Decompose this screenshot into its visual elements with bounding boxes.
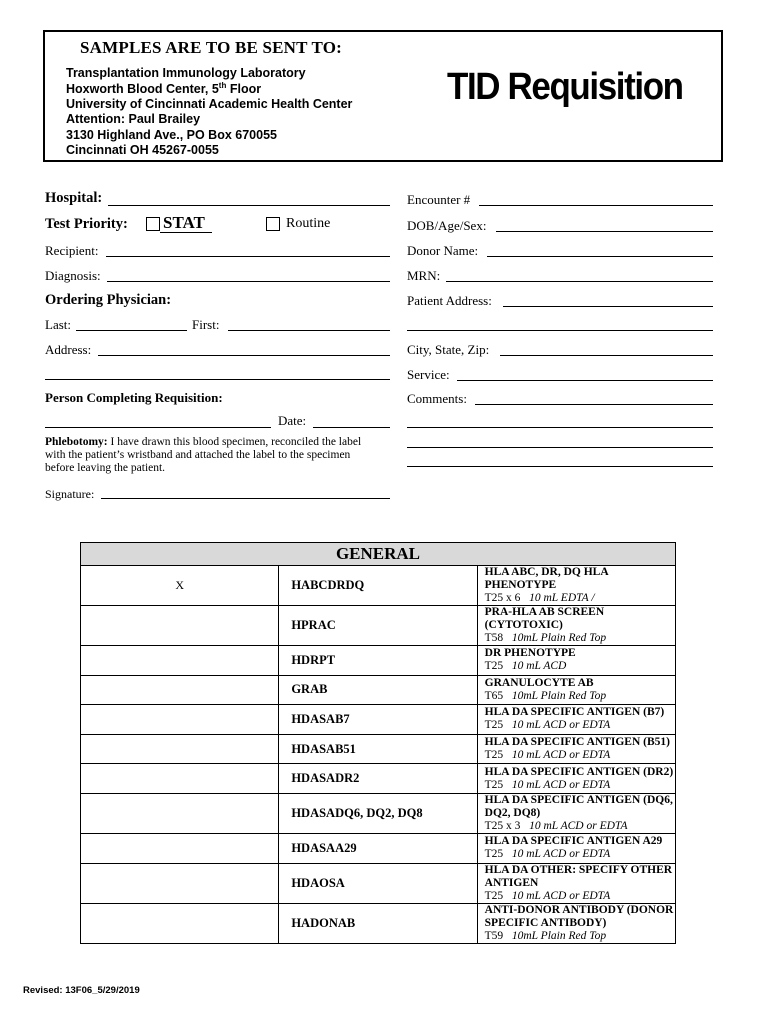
- test-code: HDASADR2: [279, 764, 477, 794]
- donor-name-label: Donor Name:: [407, 243, 479, 258]
- specimen-requirement: [485, 690, 675, 703]
- table-row: [81, 675, 676, 705]
- test-description: [477, 566, 675, 606]
- hospital-label: Hospital:: [45, 190, 103, 206]
- person-completing-label: Person Completing Requisition:: [45, 390, 223, 405]
- select-mark-cell[interactable]: X: [81, 566, 279, 606]
- revision-note: Revised: 13F06_5/29/2019: [23, 985, 140, 996]
- specimen-code: T59: [484, 929, 504, 942]
- specimen-code: T25: [484, 778, 504, 791]
- address-field[interactable]: [98, 355, 390, 356]
- recipient-label: Recipient:: [45, 243, 99, 258]
- stat-underline: [160, 232, 212, 233]
- specimen-code: T25: [484, 660, 504, 673]
- test-priority-label: Test Priority:: [45, 216, 128, 232]
- address-field-line2[interactable]: [45, 379, 390, 380]
- specimen-tube: 10mL Plain Red Top: [511, 929, 607, 942]
- select-mark-cell[interactable]: [81, 863, 279, 903]
- specimen-code: T25: [484, 889, 504, 902]
- specimen-tube: 10mL Plain Red Top: [511, 632, 607, 644]
- stat-label: STAT: [163, 213, 205, 232]
- first-label: First:: [192, 317, 220, 332]
- specimen-tube: 10 mL ACD or EDTA: [529, 819, 628, 832]
- diagnosis-label: Diagnosis:: [45, 268, 101, 283]
- test-name: HLA DA SPECIFIC ANTIGEN (B7): [484, 706, 665, 719]
- specimen-requirement: [485, 592, 675, 605]
- diagnosis-field[interactable]: [107, 281, 390, 282]
- test-code: HABCDRDQ: [279, 566, 477, 606]
- test-name: PRA-HLA AB SCREEN (CYTOTOXIC): [484, 606, 605, 631]
- address-line-city: Cincinnati OH 45267-0055: [66, 143, 219, 157]
- table-row: [81, 606, 676, 646]
- signature-label: Signature:: [45, 487, 95, 501]
- test-code: HDASAB51: [279, 734, 477, 764]
- select-mark-cell[interactable]: [81, 705, 279, 735]
- specimen-requirement: [485, 930, 675, 943]
- specimen-tube: 10 mL ACD or EDTA: [511, 719, 611, 732]
- patient-address-field-line2[interactable]: [407, 330, 713, 331]
- specimen-code: T25: [484, 848, 504, 861]
- test-description: [477, 793, 675, 833]
- specimen-code: T25 x 6: [484, 592, 521, 604]
- test-code: HDASADQ6, DQ2, DQ8: [279, 793, 477, 833]
- comments-field-line3[interactable]: [407, 447, 713, 448]
- service-field[interactable]: [457, 380, 713, 381]
- specimen-tube: 10 mL EDTA /: [529, 592, 595, 604]
- table-heading: GENERAL: [81, 543, 676, 566]
- person-completing-field[interactable]: [45, 427, 271, 428]
- test-description: [477, 863, 675, 903]
- test-name: HLA DA SPECIFIC ANTIGEN (B51): [484, 736, 670, 749]
- select-mark-cell[interactable]: [81, 734, 279, 764]
- recipient-field[interactable]: [106, 256, 390, 257]
- specimen-code: T25 x 3: [484, 819, 521, 832]
- mrn-field[interactable]: [446, 281, 713, 282]
- signature-field[interactable]: [101, 498, 390, 499]
- address-line-center: Hoxworth Blood Center, 5th Floor: [66, 81, 262, 97]
- test-name: HLA DA SPECIFIC ANTIGEN (DQ6, DQ2, DQ8): [484, 793, 673, 819]
- dob-age-sex-field[interactable]: [496, 231, 713, 232]
- select-mark-cell[interactable]: [81, 764, 279, 794]
- last-name-field[interactable]: [76, 330, 187, 331]
- select-mark-cell[interactable]: [81, 675, 279, 705]
- specimen-requirement: [485, 779, 675, 792]
- test-name: HLA ABC, DR, DQ HLA PHENOTYPE: [484, 566, 608, 591]
- routine-label: Routine: [286, 216, 331, 231]
- specimen-requirement: [485, 660, 675, 673]
- address-line-university: University of Cincinnati Academic Health Center: [66, 97, 353, 111]
- specimen-code: T58: [484, 632, 504, 644]
- send-to-heading: SAMPLES ARE TO BE SENT TO:: [80, 38, 343, 57]
- table-row: [81, 793, 676, 833]
- stat-checkbox[interactable]: [146, 217, 160, 231]
- test-description: [477, 606, 675, 646]
- form-title: TID Requisition: [447, 66, 683, 108]
- donor-name-field[interactable]: [487, 256, 713, 257]
- specimen-tube: 10 mL ACD or EDTA: [511, 749, 611, 762]
- specimen-tube: 10 mL ACD or EDTA: [511, 848, 611, 861]
- test-description: [477, 833, 675, 863]
- select-mark-cell[interactable]: [81, 646, 279, 676]
- address-label: Address:: [45, 342, 92, 357]
- dob-label: DOB/Age/Sex:: [407, 218, 487, 233]
- test-name: HLA DA OTHER: SPECIFY OTHER ANTIGEN: [484, 863, 673, 889]
- tests-table: [80, 542, 676, 944]
- phlebotomy-statement: Phlebotomy: I have drawn this blood specimen, reconciled the label with the patient’s wristband and attached the label to the specimen before leaving the patient.: [45, 436, 362, 474]
- test-description: [477, 646, 675, 676]
- table-row: [81, 566, 676, 606]
- test-name: ANTI-DONOR ANTIBODY (DONOR SPECIFIC ANTIBODY): [484, 903, 674, 929]
- test-code: HADONAB: [279, 903, 477, 943]
- test-description: [477, 734, 675, 764]
- patient-address-field[interactable]: [503, 306, 713, 307]
- select-mark-cell[interactable]: [81, 833, 279, 863]
- test-name: DR PHENOTYPE: [484, 647, 576, 660]
- specimen-code: T25: [484, 719, 504, 732]
- comments-field[interactable]: [475, 404, 713, 405]
- table-row: [81, 903, 676, 943]
- test-code: HDASAB7: [279, 705, 477, 735]
- test-name: HLA DA SPECIFIC ANTIGEN (DR2): [484, 765, 674, 778]
- test-name: GRANULOCYTE AB: [484, 676, 594, 689]
- table-row: [81, 646, 676, 676]
- specimen-tube: 10 mL ACD: [511, 660, 567, 673]
- select-mark-cell[interactable]: [81, 903, 279, 943]
- specimen-requirement: [485, 890, 675, 903]
- specimen-requirement: [485, 848, 675, 861]
- test-code: GRAB: [279, 675, 477, 705]
- city-state-zip-field[interactable]: [500, 355, 713, 356]
- test-description: [477, 764, 675, 794]
- specimen-tube: 10 mL ACD or EDTA: [511, 889, 611, 902]
- first-name-field[interactable]: [228, 330, 390, 331]
- table-row: [81, 734, 676, 764]
- test-description: [477, 705, 675, 735]
- ordering-physician-label: Ordering Physician:: [45, 292, 172, 308]
- select-mark-cell[interactable]: [81, 793, 279, 833]
- date-field[interactable]: [313, 427, 390, 428]
- comments-field-line4[interactable]: [407, 466, 713, 467]
- mrn-label: MRN:: [407, 268, 441, 283]
- test-code: HPRAC: [279, 606, 477, 646]
- hospital-field[interactable]: [108, 205, 390, 206]
- test-code: HDRPT: [279, 646, 477, 676]
- comments-label: Comments:: [407, 391, 467, 406]
- specimen-requirement: [485, 820, 675, 833]
- table-row: [81, 833, 676, 863]
- test-code: HDASAA29: [279, 833, 477, 863]
- table-row: [81, 705, 676, 735]
- address-line-street: 3130 Highland Ave., PO Box 670055: [66, 128, 277, 142]
- service-label: Service:: [407, 367, 450, 382]
- address-line-attention: Attention: Paul Brailey: [66, 112, 201, 126]
- test-code: HDAOSA: [279, 863, 477, 903]
- table-row: [81, 764, 676, 794]
- specimen-code: T65: [484, 689, 504, 702]
- test-description: [477, 903, 675, 943]
- test-name: HLA DA SPECIFIC ANTIGEN A29: [484, 835, 663, 848]
- test-description: [477, 675, 675, 705]
- encounter-label: Encounter #: [407, 192, 471, 207]
- select-mark-cell[interactable]: [81, 606, 279, 646]
- last-label: Last:: [45, 317, 71, 332]
- encounter-field[interactable]: [479, 205, 713, 206]
- comments-field-line2[interactable]: [407, 427, 713, 428]
- city-state-zip-label: City, State, Zip:: [407, 342, 490, 357]
- specimen-requirement: [485, 749, 675, 762]
- specimen-requirement: [485, 632, 675, 645]
- date-label: Date:: [278, 413, 307, 428]
- specimen-requirement: [485, 719, 675, 732]
- specimen-code: T25: [484, 749, 504, 762]
- routine-checkbox[interactable]: [266, 217, 280, 231]
- table-row: [81, 863, 676, 903]
- address-line-lab: Transplantation Immunology Laboratory: [66, 66, 306, 80]
- specimen-tube: 10 mL ACD or EDTA: [511, 778, 611, 791]
- specimen-tube: 10mL Plain Red Top: [511, 689, 607, 702]
- patient-address-label: Patient Address:: [407, 293, 492, 308]
